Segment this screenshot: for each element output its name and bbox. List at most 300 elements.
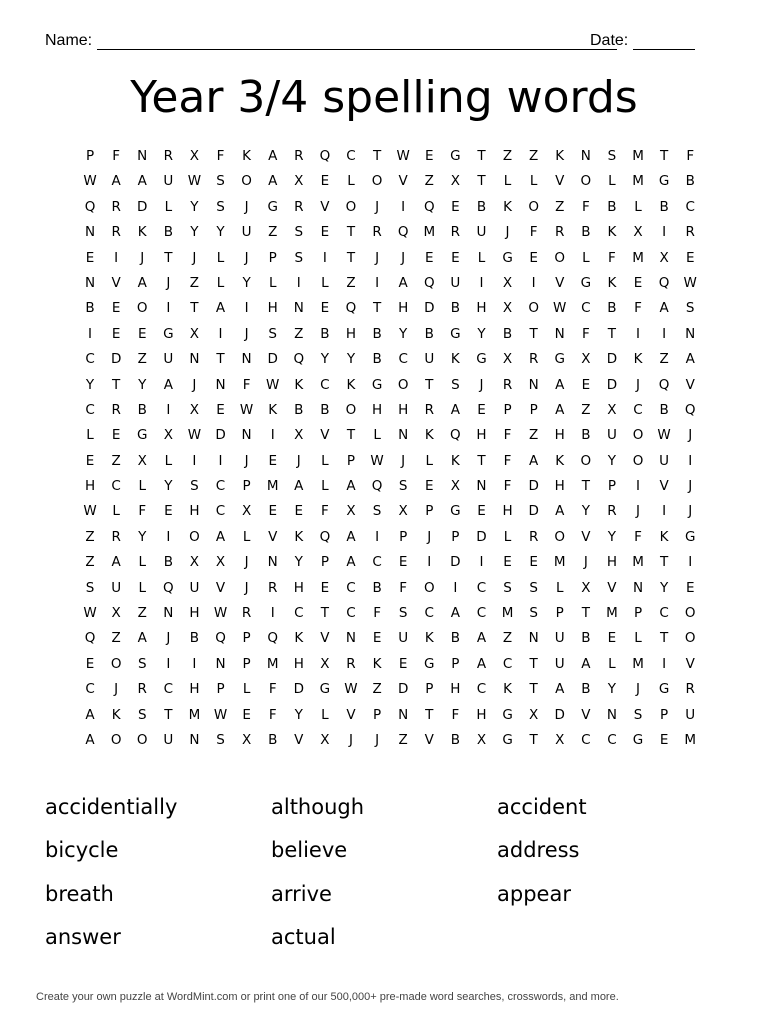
grid-letter[interactable]: A bbox=[137, 173, 147, 190]
grid-letter[interactable]: K bbox=[294, 376, 304, 393]
grid-letter[interactable]: K bbox=[503, 681, 512, 698]
grid-letter[interactable]: A bbox=[85, 706, 95, 723]
grid-letter[interactable]: O bbox=[580, 452, 592, 469]
grid-letter[interactable]: J bbox=[192, 249, 197, 266]
grid-letter[interactable]: O bbox=[136, 300, 148, 317]
grid-letter[interactable]: I bbox=[166, 655, 171, 672]
grid-letter[interactable]: V bbox=[424, 731, 434, 748]
grid-letter[interactable]: Y bbox=[190, 198, 199, 215]
grid-letter[interactable]: Y bbox=[320, 351, 330, 368]
grid-letter[interactable]: I bbox=[88, 325, 93, 342]
grid-letter[interactable]: G bbox=[319, 681, 331, 698]
grid-letter[interactable]: A bbox=[346, 478, 356, 495]
grid-letter[interactable]: B bbox=[163, 224, 173, 241]
grid-letter[interactable]: N bbox=[398, 706, 409, 723]
grid-letter[interactable]: W bbox=[266, 376, 280, 393]
grid-letter[interactable]: J bbox=[375, 731, 380, 748]
grid-letter[interactable]: N bbox=[84, 274, 96, 291]
grid-letter[interactable]: L bbox=[321, 706, 329, 723]
grid-letter[interactable]: A bbox=[268, 173, 278, 190]
grid-letter[interactable]: R bbox=[268, 579, 278, 596]
grid-letter[interactable]: D bbox=[476, 528, 487, 545]
grid-letter[interactable]: G bbox=[502, 249, 513, 266]
grid-letter[interactable]: F bbox=[399, 579, 408, 596]
grid-letter[interactable]: A bbox=[268, 148, 278, 164]
grid-letter[interactable]: T bbox=[477, 173, 486, 190]
grid-letter[interactable]: G bbox=[137, 427, 148, 444]
grid-letter[interactable]: U bbox=[554, 630, 565, 647]
grid-letter[interactable]: U bbox=[659, 452, 670, 469]
grid-letter[interactable]: C bbox=[476, 579, 487, 596]
grid-letter[interactable]: C bbox=[163, 681, 174, 698]
grid-letter[interactable]: K bbox=[294, 528, 304, 545]
grid-letter[interactable]: P bbox=[242, 655, 251, 672]
grid-letter[interactable]: T bbox=[372, 148, 382, 164]
grid-letter[interactable]: I bbox=[296, 274, 301, 291]
grid-letter[interactable]: J bbox=[688, 503, 693, 520]
grid-letter[interactable]: U bbox=[163, 731, 174, 748]
grid-letter[interactable]: X bbox=[607, 401, 617, 418]
grid-letter[interactable]: Y bbox=[294, 554, 303, 571]
grid-letter[interactable]: E bbox=[451, 198, 460, 215]
grid-letter[interactable]: K bbox=[242, 148, 252, 164]
grid-letter[interactable]: Y bbox=[216, 224, 225, 241]
grid-letter[interactable]: J bbox=[636, 503, 640, 520]
grid-letter[interactable]: I bbox=[662, 325, 667, 342]
grid-letter[interactable]: K bbox=[607, 224, 617, 241]
grid-letter[interactable]: R bbox=[424, 401, 434, 418]
grid-letter[interactable]: K bbox=[503, 198, 512, 215]
grid-letter[interactable]: E bbox=[477, 401, 486, 418]
grid-letter[interactable]: D bbox=[424, 300, 435, 317]
grid-letter[interactable]: L bbox=[373, 427, 381, 444]
grid-letter[interactable]: I bbox=[192, 655, 197, 672]
grid-letter[interactable]: F bbox=[268, 681, 277, 698]
grid-letter[interactable]: E bbox=[477, 503, 486, 520]
grid-letter[interactable]: E bbox=[216, 401, 225, 418]
grid-letter[interactable]: C bbox=[215, 478, 226, 495]
grid-letter[interactable]: J bbox=[375, 198, 380, 215]
grid-letter[interactable]: P bbox=[242, 478, 251, 495]
grid-letter[interactable]: S bbox=[137, 655, 147, 672]
grid-letter[interactable]: X bbox=[346, 503, 356, 520]
grid-letter[interactable]: F bbox=[268, 706, 277, 723]
grid-letter[interactable]: E bbox=[268, 503, 277, 520]
grid-letter[interactable]: Z bbox=[85, 528, 95, 545]
grid-letter[interactable]: E bbox=[425, 148, 434, 164]
grid-letter[interactable]: I bbox=[662, 655, 667, 672]
grid-letter[interactable]: W bbox=[83, 605, 97, 622]
grid-letter[interactable]: J bbox=[348, 731, 353, 748]
grid-letter[interactable]: P bbox=[425, 681, 434, 698]
grid-letter[interactable]: N bbox=[606, 706, 617, 723]
grid-letter[interactable]: J bbox=[244, 198, 249, 215]
grid-letter[interactable]: J bbox=[688, 427, 693, 444]
grid-letter[interactable]: X bbox=[189, 325, 200, 342]
grid-letter[interactable]: G bbox=[658, 681, 670, 698]
grid-letter[interactable]: T bbox=[346, 224, 356, 241]
grid-letter[interactable]: L bbox=[164, 452, 173, 469]
grid-letter[interactable]: J bbox=[401, 249, 406, 266]
grid-letter[interactable]: X bbox=[502, 274, 513, 291]
grid-letter[interactable]: J bbox=[688, 478, 693, 495]
grid-letter[interactable]: O bbox=[241, 173, 252, 190]
grid-letter[interactable]: S bbox=[529, 605, 538, 622]
grid-letter[interactable]: M bbox=[553, 554, 566, 571]
grid-letter[interactable]: T bbox=[659, 630, 669, 647]
grid-letter[interactable]: H bbox=[398, 300, 409, 317]
grid-letter[interactable]: F bbox=[686, 148, 695, 164]
grid-letter[interactable]: H bbox=[398, 401, 409, 418]
grid-letter[interactable]: E bbox=[581, 376, 591, 393]
grid-letter[interactable]: S bbox=[398, 478, 408, 495]
grid-letter[interactable]: T bbox=[372, 300, 382, 317]
grid-letter[interactable]: G bbox=[502, 706, 513, 723]
grid-letter[interactable]: Z bbox=[581, 401, 591, 418]
grid-letter[interactable]: J bbox=[114, 681, 119, 698]
grid-letter[interactable]: E bbox=[685, 579, 695, 596]
grid-letter[interactable]: B bbox=[450, 300, 460, 317]
grid-letter[interactable]: Y bbox=[659, 579, 669, 596]
grid-letter[interactable]: A bbox=[398, 274, 408, 291]
grid-letter[interactable]: P bbox=[346, 452, 356, 469]
grid-letter[interactable]: E bbox=[398, 655, 408, 672]
grid-letter[interactable]: F bbox=[321, 503, 329, 520]
grid-letter[interactable]: X bbox=[450, 173, 460, 190]
grid-letter[interactable]: S bbox=[503, 579, 512, 596]
grid-letter[interactable]: N bbox=[476, 478, 487, 495]
grid-letter[interactable]: T bbox=[425, 376, 434, 393]
grid-letter[interactable]: A bbox=[163, 376, 173, 393]
grid-letter[interactable]: H bbox=[267, 300, 278, 317]
grid-letter[interactable]: J bbox=[244, 554, 249, 571]
grid-letter[interactable]: T bbox=[529, 325, 538, 342]
grid-letter[interactable]: E bbox=[425, 249, 434, 266]
grid-letter[interactable]: Q bbox=[319, 528, 331, 545]
grid-letter[interactable]: Q bbox=[371, 478, 383, 495]
grid-letter[interactable]: C bbox=[476, 681, 487, 698]
grid-letter[interactable]: B bbox=[450, 731, 460, 748]
grid-letter[interactable]: G bbox=[502, 731, 513, 748]
grid-letter[interactable]: P bbox=[242, 630, 251, 647]
grid-letter[interactable]: B bbox=[137, 401, 147, 418]
grid-letter[interactable]: Z bbox=[424, 173, 434, 190]
grid-letter[interactable]: I bbox=[375, 274, 380, 291]
name-blank-line[interactable] bbox=[97, 49, 617, 50]
grid-letter[interactable]: Q bbox=[397, 224, 409, 241]
grid-letter[interactable]: P bbox=[633, 605, 643, 622]
grid-letter[interactable]: C bbox=[476, 605, 487, 622]
grid-letter[interactable]: L bbox=[555, 579, 564, 596]
grid-letter[interactable]: W bbox=[553, 300, 567, 317]
grid-letter[interactable]: A bbox=[111, 554, 121, 571]
grid-letter[interactable]: N bbox=[189, 731, 200, 748]
grid-letter[interactable]: X bbox=[450, 478, 460, 495]
grid-letter[interactable]: J bbox=[244, 579, 249, 596]
grid-letter[interactable]: A bbox=[685, 351, 695, 368]
grid-letter[interactable]: B bbox=[502, 325, 513, 342]
grid-letter[interactable]: K bbox=[450, 351, 460, 368]
grid-letter[interactable]: R bbox=[111, 198, 121, 215]
grid-letter[interactable]: P bbox=[451, 655, 460, 672]
grid-letter[interactable]: E bbox=[111, 300, 121, 317]
grid-letter[interactable]: Q bbox=[319, 148, 331, 164]
grid-letter[interactable]: Z bbox=[372, 681, 382, 698]
grid-letter[interactable]: K bbox=[450, 452, 460, 469]
grid-letter[interactable]: P bbox=[425, 503, 434, 520]
grid-letter[interactable]: B bbox=[163, 554, 173, 571]
grid-letter[interactable]: K bbox=[659, 528, 669, 545]
grid-letter[interactable]: N bbox=[293, 300, 304, 317]
grid-letter[interactable]: L bbox=[608, 655, 616, 672]
grid-letter[interactable]: H bbox=[293, 579, 304, 596]
grid-letter[interactable]: O bbox=[189, 528, 200, 545]
grid-letter[interactable]: X bbox=[659, 249, 669, 266]
grid-letter[interactable]: K bbox=[372, 655, 382, 672]
grid-letter[interactable]: N bbox=[84, 224, 96, 241]
grid-letter[interactable]: O bbox=[684, 605, 696, 622]
grid-letter[interactable]: Y bbox=[138, 376, 147, 393]
grid-letter[interactable]: X bbox=[476, 731, 487, 748]
grid-letter[interactable]: A bbox=[346, 528, 356, 545]
grid-letter[interactable]: C bbox=[398, 351, 408, 368]
grid-letter[interactable]: Z bbox=[268, 224, 278, 241]
grid-letter[interactable]: E bbox=[607, 630, 617, 647]
date-blank-line[interactable] bbox=[633, 49, 695, 50]
grid-letter[interactable]: I bbox=[218, 452, 223, 469]
grid-letter[interactable]: I bbox=[662, 503, 667, 520]
grid-letter[interactable]: Y bbox=[346, 351, 356, 368]
grid-letter[interactable]: T bbox=[581, 605, 590, 622]
grid-letter[interactable]: T bbox=[659, 148, 669, 164]
grid-letter[interactable]: I bbox=[401, 198, 406, 215]
grid-letter[interactable]: E bbox=[242, 706, 251, 723]
grid-letter[interactable]: A bbox=[294, 478, 304, 495]
grid-letter[interactable]: B bbox=[320, 401, 330, 418]
grid-letter[interactable]: L bbox=[503, 173, 512, 190]
grid-letter[interactable]: P bbox=[555, 605, 564, 622]
grid-letter[interactable]: O bbox=[110, 731, 122, 748]
grid-letter[interactable]: C bbox=[581, 731, 591, 748]
grid-letter[interactable]: S bbox=[633, 706, 643, 723]
grid-letter[interactable]: Q bbox=[163, 579, 174, 596]
grid-letter[interactable]: V bbox=[215, 579, 226, 596]
grid-letter[interactable]: O bbox=[632, 452, 644, 469]
grid-letter[interactable]: V bbox=[555, 173, 565, 190]
grid-letter[interactable]: T bbox=[659, 554, 669, 571]
grid-letter[interactable]: A bbox=[346, 554, 356, 571]
grid-letter[interactable]: X bbox=[137, 452, 147, 469]
grid-letter[interactable]: Z bbox=[85, 554, 95, 571]
grid-letter[interactable]: I bbox=[270, 605, 275, 622]
grid-letter[interactable]: D bbox=[110, 351, 122, 368]
grid-letter[interactable]: W bbox=[396, 148, 410, 164]
grid-letter[interactable]: E bbox=[111, 325, 121, 342]
grid-letter[interactable]: F bbox=[503, 427, 512, 444]
grid-letter[interactable]: X bbox=[320, 655, 330, 672]
grid-letter[interactable]: C bbox=[85, 401, 95, 418]
grid-letter[interactable]: F bbox=[503, 478, 512, 495]
grid-letter[interactable]: F bbox=[242, 376, 251, 393]
grid-letter[interactable]: H bbox=[502, 503, 513, 520]
grid-letter[interactable]: G bbox=[450, 325, 461, 342]
grid-letter[interactable]: H bbox=[554, 478, 565, 495]
grid-letter[interactable]: L bbox=[216, 274, 225, 291]
grid-letter[interactable]: Q bbox=[684, 401, 696, 418]
grid-letter[interactable]: E bbox=[529, 554, 538, 571]
grid-letter[interactable]: D bbox=[606, 351, 618, 368]
grid-letter[interactable]: H bbox=[372, 401, 383, 418]
grid-letter[interactable]: V bbox=[685, 376, 695, 393]
grid-letter[interactable]: R bbox=[111, 401, 121, 418]
grid-letter[interactable]: I bbox=[688, 554, 693, 571]
grid-letter[interactable]: E bbox=[320, 173, 330, 190]
grid-letter[interactable]: Z bbox=[502, 630, 513, 647]
grid-letter[interactable]: E bbox=[685, 249, 695, 266]
grid-letter[interactable]: Z bbox=[111, 452, 121, 469]
grid-letter[interactable]: I bbox=[636, 478, 640, 495]
grid-letter[interactable]: B bbox=[372, 325, 382, 342]
grid-letter[interactable]: S bbox=[268, 325, 277, 342]
grid-letter[interactable]: M bbox=[606, 605, 618, 622]
grid-letter[interactable]: I bbox=[114, 249, 119, 266]
grid-letter[interactable]: B bbox=[294, 401, 304, 418]
grid-letter[interactable]: O bbox=[397, 376, 409, 393]
grid-letter[interactable]: T bbox=[529, 655, 538, 672]
grid-letter[interactable]: Z bbox=[111, 630, 121, 647]
grid-letter[interactable]: J bbox=[244, 452, 249, 469]
grid-letter[interactable]: J bbox=[166, 274, 171, 291]
grid-letter[interactable]: L bbox=[321, 452, 329, 469]
grid-letter[interactable]: W bbox=[344, 681, 358, 698]
grid-letter[interactable]: S bbox=[216, 731, 225, 748]
grid-letter[interactable]: C bbox=[346, 605, 356, 622]
grid-letter[interactable]: T bbox=[164, 249, 173, 266]
grid-letter[interactable]: X bbox=[633, 224, 643, 241]
grid-letter[interactable]: A bbox=[450, 605, 460, 622]
grid-letter[interactable]: P bbox=[268, 249, 277, 266]
grid-letter[interactable]: L bbox=[242, 681, 251, 698]
grid-letter[interactable]: C bbox=[346, 148, 356, 164]
grid-letter[interactable]: L bbox=[582, 249, 590, 266]
grid-letter[interactable]: S bbox=[216, 173, 225, 190]
grid-letter[interactable]: Q bbox=[293, 351, 305, 368]
grid-letter[interactable]: H bbox=[606, 554, 617, 571]
grid-letter[interactable]: H bbox=[189, 503, 200, 520]
grid-letter[interactable]: S bbox=[607, 148, 617, 164]
grid-letter[interactable]: B bbox=[372, 351, 382, 368]
grid-letter[interactable]: L bbox=[347, 173, 355, 190]
grid-letter[interactable]: Z bbox=[346, 274, 356, 291]
grid-letter[interactable]: D bbox=[397, 681, 409, 698]
grid-letter[interactable]: M bbox=[632, 655, 644, 672]
grid-letter[interactable]: T bbox=[164, 706, 173, 723]
grid-letter[interactable]: F bbox=[451, 706, 460, 723]
grid-letter[interactable]: V bbox=[398, 173, 408, 190]
grid-letter[interactable]: N bbox=[345, 630, 357, 647]
grid-letter[interactable]: C bbox=[294, 605, 304, 622]
grid-letter[interactable]: G bbox=[554, 351, 565, 368]
grid-letter[interactable]: K bbox=[555, 452, 565, 469]
grid-letter[interactable]: A bbox=[215, 528, 226, 545]
grid-letter[interactable]: X bbox=[398, 503, 408, 520]
grid-letter[interactable]: B bbox=[320, 325, 330, 342]
grid-letter[interactable]: E bbox=[320, 224, 330, 241]
grid-letter[interactable]: J bbox=[244, 325, 249, 342]
grid-letter[interactable]: M bbox=[632, 148, 644, 164]
grid-letter[interactable]: A bbox=[555, 376, 565, 393]
grid-letter[interactable]: C bbox=[215, 503, 226, 520]
grid-letter[interactable]: Z bbox=[502, 148, 513, 164]
grid-letter[interactable]: Y bbox=[190, 224, 199, 241]
grid-letter[interactable]: L bbox=[138, 579, 146, 596]
grid-letter[interactable]: V bbox=[346, 706, 356, 723]
grid-letter[interactable]: C bbox=[581, 300, 591, 317]
grid-letter[interactable]: I bbox=[192, 452, 197, 469]
grid-letter[interactable]: Y bbox=[399, 325, 408, 342]
grid-letter[interactable]: S bbox=[216, 198, 225, 215]
grid-letter[interactable]: Y bbox=[242, 274, 251, 291]
grid-letter[interactable]: I bbox=[166, 300, 171, 317]
grid-letter[interactable]: O bbox=[528, 198, 539, 215]
grid-letter[interactable]: U bbox=[476, 224, 487, 241]
grid-letter[interactable]: B bbox=[581, 224, 591, 241]
grid-letter[interactable]: A bbox=[85, 731, 95, 748]
grid-letter[interactable]: X bbox=[241, 503, 252, 520]
grid-letter[interactable]: Z bbox=[137, 351, 147, 368]
grid-letter[interactable]: Y bbox=[138, 528, 147, 545]
grid-letter[interactable]: J bbox=[636, 376, 640, 393]
grid-letter[interactable]: G bbox=[450, 148, 461, 164]
grid-letter[interactable]: U bbox=[189, 579, 200, 596]
grid-letter[interactable]: E bbox=[85, 249, 95, 266]
grid-letter[interactable]: V bbox=[111, 274, 121, 291]
grid-letter[interactable]: I bbox=[244, 300, 249, 317]
grid-letter[interactable]: E bbox=[164, 503, 173, 520]
grid-letter[interactable]: Y bbox=[581, 503, 590, 520]
grid-letter[interactable]: O bbox=[632, 427, 644, 444]
grid-letter[interactable]: K bbox=[294, 630, 304, 647]
grid-letter[interactable]: N bbox=[215, 376, 226, 393]
grid-letter[interactable]: E bbox=[398, 554, 408, 571]
grid-letter[interactable]: T bbox=[112, 376, 121, 393]
grid-letter[interactable]: I bbox=[270, 427, 275, 444]
grid-letter[interactable]: T bbox=[529, 681, 538, 698]
grid-letter[interactable]: A bbox=[476, 655, 487, 672]
grid-letter[interactable]: G bbox=[632, 731, 644, 748]
grid-letter[interactable]: A bbox=[137, 274, 147, 291]
grid-letter[interactable]: Z bbox=[398, 731, 408, 748]
grid-letter[interactable]: V bbox=[320, 198, 330, 215]
grid-letter[interactable]: N bbox=[189, 351, 200, 368]
grid-letter[interactable]: O bbox=[345, 198, 357, 215]
grid-letter[interactable]: K bbox=[424, 630, 434, 647]
grid-letter[interactable]: I bbox=[322, 249, 327, 266]
grid-letter[interactable]: I bbox=[375, 528, 380, 545]
grid-letter[interactable]: R bbox=[555, 224, 565, 241]
grid-letter[interactable]: E bbox=[320, 579, 330, 596]
grid-letter[interactable]: Q bbox=[423, 274, 435, 291]
grid-letter[interactable]: O bbox=[423, 579, 435, 596]
grid-letter[interactable]: W bbox=[213, 706, 228, 723]
grid-letter[interactable]: N bbox=[632, 579, 644, 596]
grid-letter[interactable]: J bbox=[296, 452, 301, 469]
grid-letter[interactable]: P bbox=[85, 148, 95, 164]
grid-letter[interactable]: X bbox=[581, 351, 591, 368]
grid-letter[interactable]: O bbox=[371, 173, 383, 190]
grid-letter[interactable]: C bbox=[659, 605, 669, 622]
grid-letter[interactable]: H bbox=[476, 300, 487, 317]
